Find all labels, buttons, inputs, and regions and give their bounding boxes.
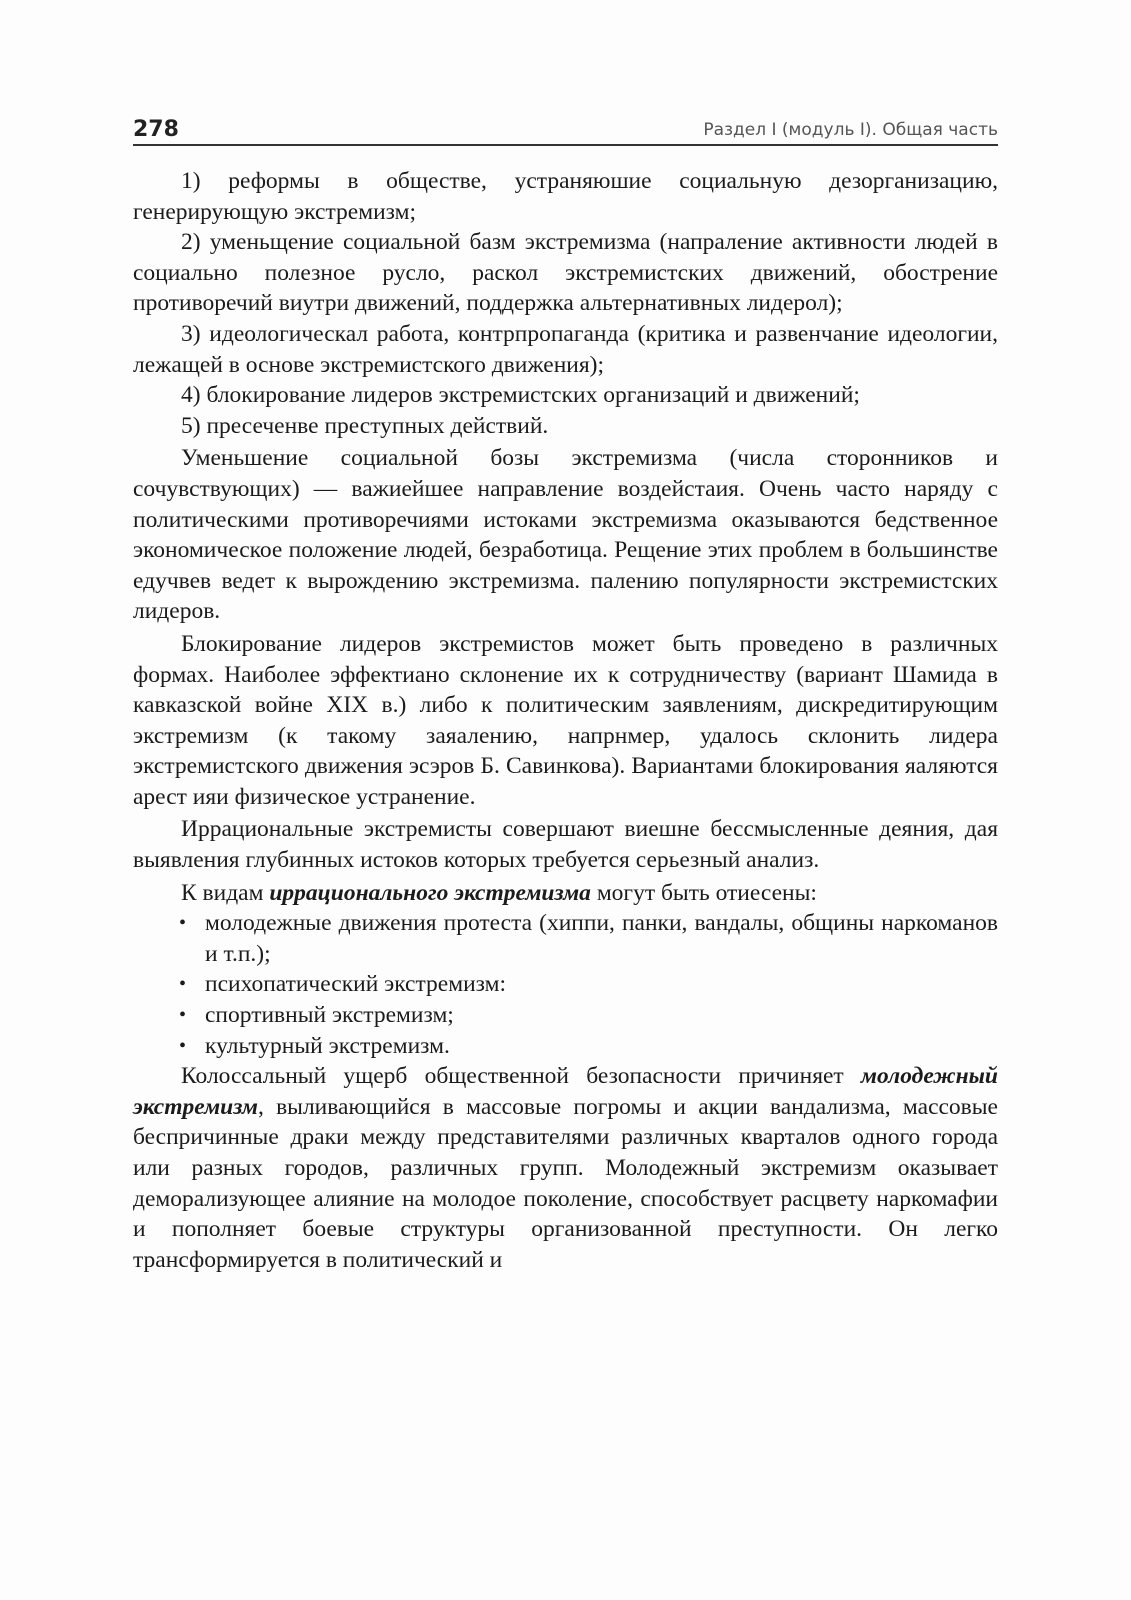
numbered-item-1: 1) реформы в обществе, устраняюшие социальную дезорганизацию, генерирующую экстремизм;	[133, 168, 998, 225]
section-title: Раздел I (модуль I). Общая часть	[703, 120, 998, 140]
paragraph-blocking-leaders: Блокирование лидеров экстремистов может быть проведено в различных формах. Наиболее эффектиано склонение их к сотрудничеству (вариант Шамида в кавказской войне XIX в.) либо к политическим заявлениям, дискредитирующим экстремизм (к такому заяалению, напрнмер, удалось склонить лидера экстремистского движения эсэров Б. Савинкова). Вариантами блокирования яаляются арест ияи физическое устранение.	[133, 630, 998, 810]
paragraph-irrational-extremists: Иррациональные экстремисты совершают виешне бессмысленные деяния, дая выявления глубинных истоков которых требуется серьезный анализ.	[133, 816, 998, 874]
page-number: 278	[133, 117, 179, 142]
paragraph-youth-extremism	[133, 1061, 998, 1275]
bullet-icon: •	[179, 973, 187, 996]
list-item-text: молодежные движения протеста (хиппи, панки, вандалы, общины наркоманов и т.п.);	[205, 910, 998, 967]
list-item-text: культурный экстремизм.	[205, 1032, 450, 1059]
list-item	[133, 969, 998, 1000]
paragraph-social-base: Уменьшение социальной бозы экстремизма (числа сторонников и сочувствующих) — важиейшее направление воздейстаия. Очень часто наряду с политическими противоречиями истоками экстремизма оказываются бедственное экономическое положение людей, безработица. Рещение этих проблем в большинстве едучвев ведет к вырождению экстремизма. палению популярности экстремистских лидеров.	[133, 445, 998, 625]
paragraph-kinds-intro	[133, 878, 998, 909]
list-item	[133, 1000, 998, 1031]
numbered-item-5: 5) пресеченве преступных действий.	[181, 412, 549, 439]
list-item	[133, 1031, 998, 1062]
term-irrational-extremism: иррационального экстремизма	[269, 879, 591, 906]
bullet-icon: •	[179, 1034, 187, 1057]
running-header	[133, 112, 998, 146]
list-item-text: спортивный экстремизм;	[205, 1002, 454, 1029]
numbered-item-3: 3) идеологическал работа, контрпропаганда (критика и развенчание идеологии, лежащей в основе экстремистского движения);	[133, 320, 998, 378]
numbered-item-2: 2) уменьщение социальной базм экстремизма (напраление активности людей в социально полезное русло, раскол экстремистских движений, обострение противоречий виутри движений, поддержка альтернативных лидерол);	[133, 229, 998, 317]
numbered-item-4: 4) блокирование лидеров экстремистских организаций и движений;	[181, 382, 860, 409]
kinds-list	[133, 908, 998, 1061]
youth-intro-text: Колоссальный ущерб общественной безопасности причиняет	[181, 1063, 861, 1090]
list-item-text: психопатический экстремизм:	[205, 971, 507, 998]
kinds-intro-tail: могут быть отиесены:	[590, 879, 817, 906]
youth-body-text: , выливающийся в массовые погромы и акции вандализма, массовые беспричинные драки между представителями различных кварталов одного города или разных городов, различных групп. Молодежный экстремизм оказывает деморализующее алияние на молодое поколение, способствует расцвету наркомафии и пополняет боевые структуры организованной преступности. Он легко трансформируется в политический и	[133, 1093, 998, 1273]
bullet-icon: •	[179, 1004, 187, 1027]
list-item	[133, 908, 998, 969]
kinds-intro-text: К видам	[181, 879, 270, 906]
term-youth-extremism: молодежный экстремизм	[133, 1063, 998, 1120]
bullet-icon: •	[179, 912, 187, 935]
body-text	[133, 166, 998, 1277]
